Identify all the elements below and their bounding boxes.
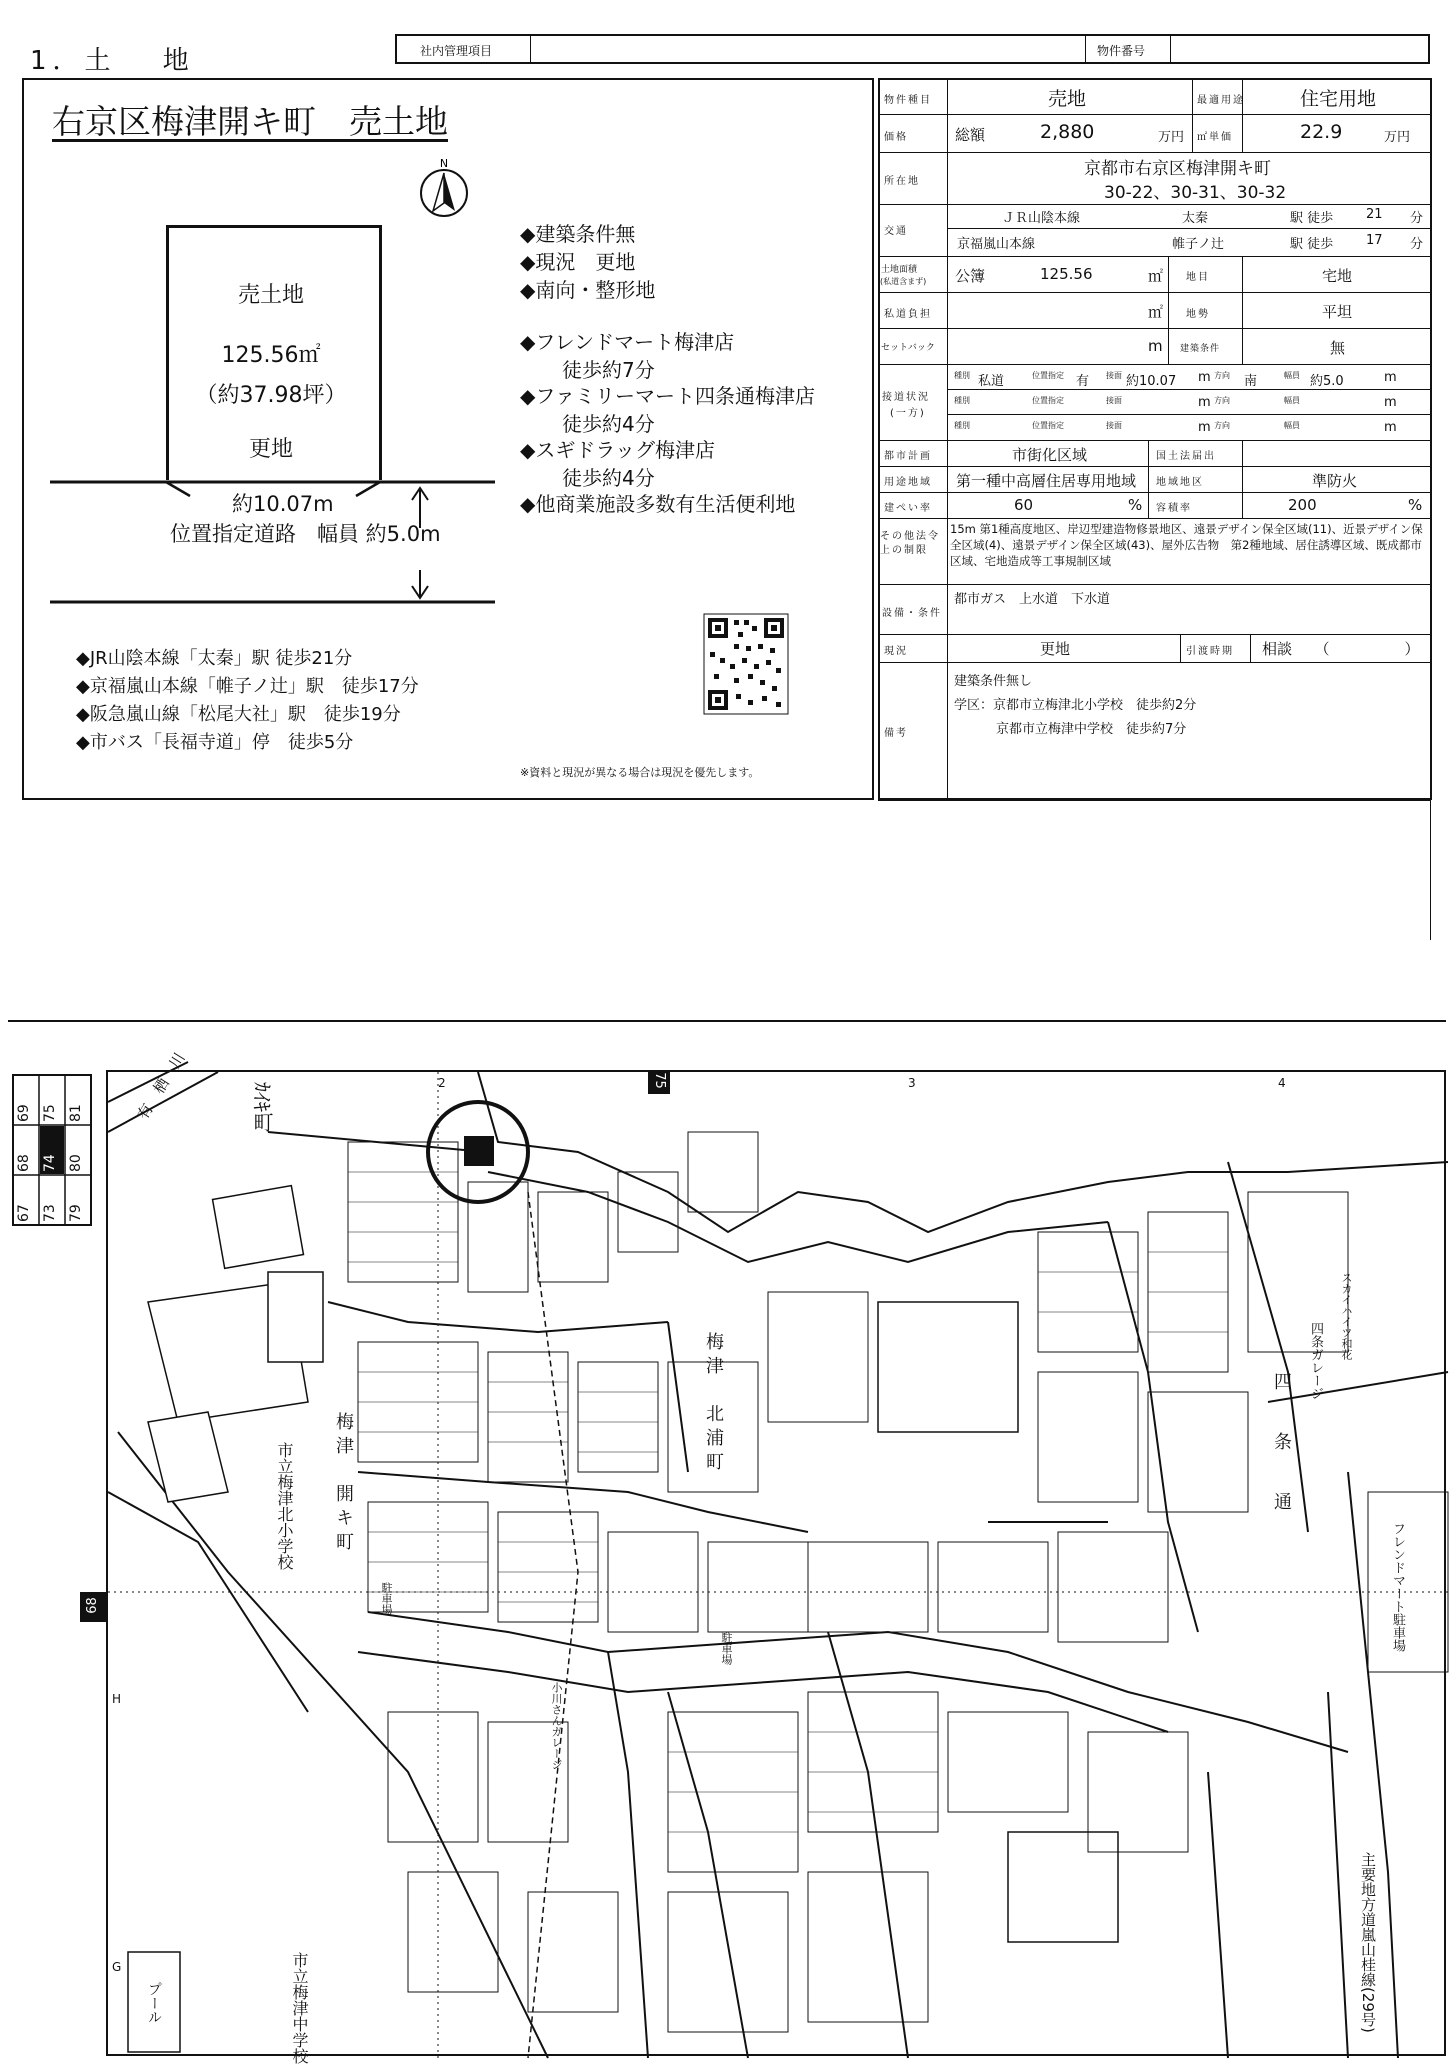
- row-rule: [878, 634, 1432, 635]
- row-rule: [878, 204, 1432, 205]
- road-width: 約5.0: [1310, 374, 1344, 389]
- divider: [530, 34, 531, 64]
- note: ※資料と現況が異なる場合は現況を優先します。: [520, 766, 760, 779]
- handover-value: 相談 （ ）: [1262, 640, 1420, 658]
- label-parking2: 駐車場: [720, 1632, 733, 1665]
- internal-mgmt-bar: [395, 34, 1430, 64]
- shop-walk: 徒歩約7分: [562, 358, 655, 382]
- bcr-pct: %: [1128, 496, 1143, 514]
- use-label: 最適用途: [1197, 95, 1245, 106]
- row-rule: [878, 466, 1432, 467]
- feature-item: ◆現況 更地: [520, 250, 636, 274]
- land-area-note: (私道含まず): [880, 277, 927, 286]
- label-target: ｶｲｷ町: [250, 1082, 274, 1132]
- land-area-type: 公簿: [955, 267, 986, 285]
- col-rule: [1192, 78, 1193, 152]
- row-rule: [878, 152, 1432, 153]
- shop-walk: 徒歩約4分: [562, 412, 655, 436]
- private-road-label: 私道負担: [884, 309, 932, 320]
- index-cell: 75: [42, 1104, 58, 1122]
- type-value: 売地: [1048, 88, 1087, 110]
- road-m2: m: [1384, 420, 1397, 435]
- setback-label: セットバック: [881, 343, 935, 353]
- label-river: 有 栖 川: [133, 1049, 189, 1123]
- road-label: 接道状況: [882, 392, 930, 403]
- road-width-label: 幅員: [1284, 396, 1300, 405]
- price-label: 価格: [884, 132, 908, 143]
- zoning-label: 用途地域: [884, 477, 932, 488]
- frame-rule: [1430, 800, 1431, 940]
- label-sky-heights: スカイハイツ和花: [1340, 1272, 1353, 1360]
- land-area-value: 125.56: [1040, 265, 1093, 283]
- land-area-unit: ㎡: [1148, 267, 1164, 285]
- index-cell: 67: [16, 1204, 32, 1222]
- lot-label: 売土地: [237, 283, 304, 308]
- road-pos-label: 位置指定: [1032, 371, 1064, 380]
- row-rule: [947, 228, 1432, 229]
- page-marker-left-label: 68: [84, 1597, 100, 1614]
- road-contact-label: 接面: [1106, 371, 1122, 380]
- type-label: 物件種目: [884, 95, 932, 106]
- road-kind: 私道: [978, 374, 1005, 389]
- chimoku-label: 地目: [1186, 272, 1210, 283]
- label-town: 梅津 開キ町: [333, 1412, 354, 1556]
- setback-unit: m: [1148, 337, 1163, 355]
- page-marker-top-label: 75: [651, 1072, 667, 1089]
- feature-item: ◆建築条件無: [520, 222, 636, 246]
- row-rule: [878, 114, 1432, 115]
- shop-name: ◆ファミリーマート四条通梅津店: [520, 384, 815, 408]
- label-garage2: 小川さんガレージ: [550, 1682, 563, 1770]
- col-rule: [1180, 634, 1181, 662]
- access-item: ◆阪急嵐山線「松尾大社」駅 徒歩19分: [76, 704, 401, 725]
- road-m2: m: [1384, 370, 1397, 385]
- col-rule: [1250, 634, 1251, 662]
- lot-tsubo: （約37.98坪）: [195, 383, 347, 408]
- lot-status: 更地: [248, 437, 293, 462]
- index-cell: 79: [68, 1204, 84, 1222]
- unit-price-value: 22.9: [1300, 121, 1343, 143]
- other-law-value: 15m 第1種高度地区、岸辺型建造物修景地区、遠景デザイン保全区域(11)、近景デザイン保全区域(4)、遠景デザイン保全区域(43)、屋外広告物 第2種地域、居住誘導区域、既成都市区域、宅地造成等工事規制区域: [950, 522, 1423, 568]
- total-label: 総額: [955, 126, 986, 144]
- map-drawing: [108, 1072, 1448, 2058]
- transport-unit: 分: [1410, 211, 1424, 226]
- facilities-value: 都市ガス 上水道 下水道: [954, 592, 1111, 607]
- index-cell: 81: [68, 1104, 84, 1122]
- label-garage: 四条ガレージ: [1308, 1322, 1323, 1400]
- remarks-item: 建築条件無し: [954, 674, 1033, 689]
- row-rule: [878, 328, 1432, 329]
- road-sub: (一方): [890, 408, 926, 419]
- transport-min: 17: [1366, 233, 1383, 248]
- transport-unit: 分: [1410, 237, 1424, 252]
- city-plan-value: 市街化区域: [1012, 446, 1088, 464]
- road-dir-label: 方向: [1214, 371, 1230, 380]
- property-no-label: 物件番号: [1097, 44, 1146, 58]
- row-rule: [878, 256, 1432, 257]
- col-rule: [1242, 78, 1243, 152]
- col-rule: [1242, 440, 1243, 518]
- feature-item: ◆南向・整形地: [520, 278, 656, 302]
- col-number: 4: [1278, 1076, 1286, 1090]
- far-label: 容積率: [1156, 503, 1192, 514]
- use-value: 住宅用地: [1300, 88, 1377, 110]
- map-index-grid: [12, 1074, 92, 1226]
- transport-walk-label: 駅 徒歩: [1290, 237, 1334, 252]
- remarks-item: 学区：京都市立梅津北小学校 徒歩約2分: [954, 698, 1197, 713]
- page-heading: 1．土 地: [30, 46, 195, 76]
- transport-min: 21: [1366, 207, 1383, 222]
- build-cond-value: 無: [1330, 339, 1346, 357]
- access-item: ◆JR山陰本線「太秦」駅 徒歩21分: [76, 648, 353, 669]
- road-pos-label: 位置指定: [1032, 396, 1064, 405]
- status-value: 更地: [1040, 640, 1071, 658]
- label-middle-school: 市立梅津中学校: [290, 1952, 309, 2064]
- row-rule: [878, 440, 1432, 441]
- index-cell: 69: [16, 1104, 32, 1122]
- index-cell: 73: [42, 1204, 58, 1222]
- road-pos-label: 位置指定: [1032, 421, 1064, 430]
- row-letter: H: [112, 1692, 122, 1706]
- bcr-label: 建ぺい率: [884, 503, 932, 514]
- transport-label: 交通: [884, 226, 908, 237]
- terrain-label: 地勢: [1186, 309, 1210, 320]
- road-kind-label: 種別: [954, 371, 970, 380]
- col-number: 2: [438, 1076, 446, 1090]
- kokudo-label: 国土法届出: [1156, 451, 1216, 462]
- road-info: 位置指定道路 幅員 約5.0m: [170, 522, 441, 546]
- divider: [1170, 34, 1171, 64]
- label-street: 四 条 通: [1271, 1372, 1292, 1522]
- label-parking: 駐車場: [380, 1582, 393, 1615]
- transport-station: 帷子ノ辻: [1172, 237, 1225, 252]
- road-rows: [948, 365, 1432, 440]
- road-m2: m: [1384, 395, 1397, 410]
- road-dir: 南: [1244, 374, 1258, 389]
- transport-station: 太秦: [1182, 211, 1209, 226]
- far-pct: %: [1408, 496, 1423, 514]
- road-kind-label: 種別: [954, 421, 970, 430]
- road-m: m: [1198, 420, 1211, 435]
- row-rule: [878, 584, 1432, 585]
- road-m: m: [1198, 395, 1211, 410]
- section-separator: [8, 1020, 1446, 1022]
- road-contact: 約10.07: [1126, 374, 1177, 389]
- shop-name: ◆フレンドマート梅津店: [520, 330, 735, 354]
- address-line2: 30-22、30-31、30-32: [1104, 183, 1287, 203]
- col-rule: [1168, 256, 1169, 364]
- area-map[interactable]: [84, 1049, 1446, 2064]
- label-friend-lot: フレンドマート駐車場: [1390, 1522, 1405, 1652]
- access-item: ◆京福嵐山本線「帷子ノ辻」駅 徒歩17分: [76, 676, 419, 697]
- road-pos: 有: [1076, 374, 1090, 389]
- transport-line: 京福嵐山本線: [957, 237, 1036, 252]
- qr-code-icon: [690, 608, 800, 724]
- label-route: 主要地方道嵐山桂線(29号): [1359, 1852, 1377, 2033]
- transport-line: ＪＲ山陰本線: [1002, 211, 1081, 226]
- listing-title: 右京区梅津開キ町 売土地: [52, 102, 448, 141]
- zoning-value: 第一種中高層住居専用地域: [956, 472, 1137, 490]
- access-item: ◆市バス「長福寺道」停 徒歩5分: [76, 732, 354, 753]
- road-dir-label: 方向: [1214, 396, 1230, 405]
- other-amenities: ◆他商業施設多数有生活便利地: [520, 492, 796, 516]
- row-rule: [878, 292, 1432, 293]
- road-contact-label: 接面: [1106, 421, 1122, 430]
- frontage-length: 約10.07m: [232, 492, 334, 516]
- facilities-label: 設備・条件: [882, 608, 942, 619]
- compass-n: N: [439, 157, 449, 170]
- divider: [1085, 34, 1086, 64]
- bcr-value: 60: [1014, 496, 1034, 514]
- far-value: 200: [1288, 496, 1317, 514]
- shop-name: ◆スギドラッグ梅津店: [520, 438, 715, 462]
- index-cell: 68: [16, 1154, 32, 1172]
- road-contact-label: 接面: [1106, 396, 1122, 405]
- row-rule: [878, 518, 1432, 519]
- row-letter: G: [112, 1960, 122, 1974]
- remarks-label: 備考: [884, 728, 908, 739]
- lot-area: 125.56㎡: [221, 343, 321, 368]
- road-kind-label: 種別: [954, 396, 970, 405]
- col-rule: [1242, 256, 1243, 364]
- city-plan-label: 都市計画: [884, 451, 932, 462]
- road-width-label: 幅員: [1284, 371, 1300, 380]
- internal-mgmt-label: 社内管理項目: [420, 44, 493, 58]
- other-law-label: その他法令上の制限: [880, 531, 940, 556]
- north-arrow-icon: [418, 155, 470, 221]
- col-number: 3: [908, 1076, 916, 1090]
- price-unit: 万円: [1158, 130, 1185, 145]
- frame-rule: [878, 800, 1430, 801]
- col-rule: [1148, 440, 1149, 518]
- unit-price-unit: 万円: [1384, 130, 1411, 145]
- district-label: 地域地区: [1156, 477, 1204, 488]
- road-dir-label: 方向: [1214, 421, 1230, 430]
- district-value: 準防火: [1312, 472, 1358, 490]
- handover-label: 引渡時期: [1186, 646, 1234, 657]
- index-cell: 80: [68, 1154, 84, 1172]
- row-rule: [878, 492, 1432, 493]
- status-label: 現況: [884, 646, 908, 657]
- label-town2: 梅津 北浦町: [703, 1332, 724, 1476]
- price-value: 2,880: [1040, 121, 1095, 143]
- private-road-unit: ㎡: [1148, 303, 1164, 321]
- label-pool: プール: [146, 1982, 162, 2024]
- build-cond-label: 建築条件: [1180, 344, 1221, 354]
- land-area-label: 土地面積: [881, 265, 918, 275]
- target-lot-marker: [464, 1136, 494, 1166]
- address-line1: 京都市右京区梅津開キ町: [1084, 159, 1271, 179]
- road-m: m: [1198, 370, 1211, 385]
- label-north-school: 市立梅津北小学校: [275, 1442, 294, 1570]
- row-rule: [878, 662, 1432, 663]
- unit-price-label: ㎡単価: [1197, 132, 1233, 143]
- shop-walk: 徒歩約4分: [562, 466, 655, 490]
- index-cell-current: 74: [42, 1154, 58, 1172]
- remarks-item: 京都市立梅津中学校 徒歩約7分: [996, 722, 1187, 737]
- chimoku-value: 宅地: [1322, 267, 1353, 285]
- address-label: 所在地: [884, 176, 920, 187]
- road-width-label: 幅員: [1284, 421, 1300, 430]
- transport-walk-label: 駅 徒歩: [1290, 211, 1334, 226]
- terrain-value: 平坦: [1322, 303, 1353, 321]
